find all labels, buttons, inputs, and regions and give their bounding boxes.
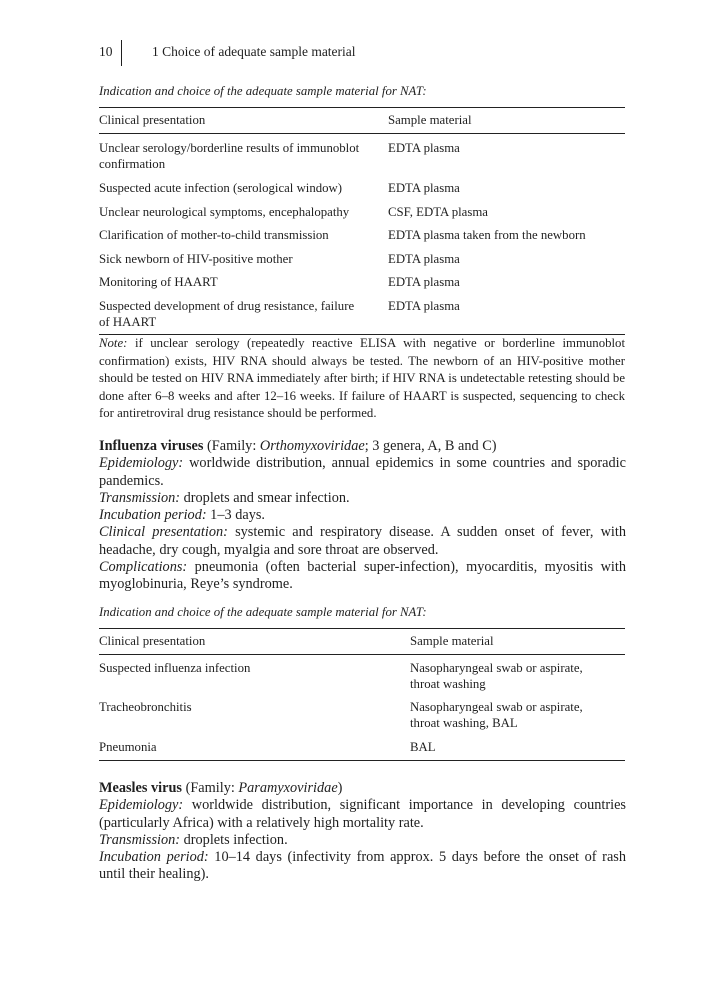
column-header-sample: Sample material: [388, 108, 625, 134]
column-header-sample: Sample material: [410, 629, 625, 655]
table-row: [99, 227, 625, 251]
column-header-clinical: Clinical presentation: [99, 629, 410, 655]
virus-name: Measles virus: [99, 780, 182, 796]
cell-sample: EDTA plasma: [388, 141, 460, 155]
table-row: [99, 699, 625, 739]
cell-sample: EDTA plasma taken from the newborn: [388, 228, 586, 242]
column-header-clinical: Clinical presentation: [99, 108, 388, 134]
influenza-incubation: Incubation period: 1–3 days.: [99, 507, 265, 524]
virus-family: Paramyxoviridae: [238, 780, 338, 796]
virus-name: Influenza viruses: [99, 438, 204, 454]
table-row: [99, 251, 625, 275]
table-row: [99, 655, 625, 700]
header-divider: [121, 40, 122, 66]
cell-clinical: Suspected acute infection (serological window): [99, 181, 343, 195]
table-2: [99, 628, 625, 761]
measles-transmission: Transmission: droplets infection.: [99, 831, 288, 848]
cell-sample: Nasopharyngeal swab or aspirate, throat washing: [410, 661, 583, 691]
virus-family: Orthomyxoviridae: [259, 438, 365, 454]
influenza-section: [99, 438, 626, 594]
measles-heading: Measles virus (Family: Paramyxoviridae): [99, 780, 343, 796]
table-2-caption: Indication and choice of the adequate sample material for NAT:: [99, 605, 427, 619]
table-header-row: [99, 629, 625, 655]
cell-clinical: Suspected influenza infection: [99, 661, 251, 675]
table-row: [99, 739, 625, 761]
page-number: 10: [99, 44, 113, 59]
table-row: [99, 134, 625, 181]
cell-sample: EDTA plasma: [388, 275, 460, 289]
cell-clinical: Pneumonia: [99, 739, 410, 761]
chapter-title: 1 Choice of adequate sample material: [152, 44, 356, 59]
cell-clinical: Suspected development of drug resistance, failure of HAART: [99, 298, 388, 335]
table-row: [99, 204, 625, 228]
table-1-note: [99, 335, 625, 423]
influenza-epidemiology: Epidemiology: worldwide distribution, annual epidemics in some countries and sporadic pandemics.: [99, 455, 626, 489]
note-label: Note:: [99, 336, 128, 350]
measles-section: [99, 780, 626, 884]
influenza-transmission: Transmission: droplets and smear infection.: [99, 489, 350, 506]
cell-sample: EDTA plasma: [388, 181, 460, 195]
note-text: if unclear serology (repeatedly reactive ELISA with negative or borderline immunoblot confirmation) exists, HIV RNA should always be tested. The newborn of an HIV-positive mother should be tested on HIV RNA immediately after birth; if HIV RNA is undetectable retesting should be done after 6–8 weeks and after 12–16 weeks. If failure of HAART is suspected, sequencing to check for antiretroviral drug resistance should be performed.: [99, 336, 626, 420]
cell-clinical: Unclear neurological symptoms, encephalopathy: [99, 204, 350, 219]
cell-sample: BAL: [410, 739, 625, 761]
table-1-caption: Indication and choice of the adequate sample material for NAT:: [99, 84, 427, 98]
cell-sample: CSF, EDTA plasma: [388, 204, 488, 219]
table-row: [99, 298, 625, 335]
cell-sample: EDTA plasma: [388, 298, 625, 335]
measles-epidemiology: Epidemiology: worldwide distribution, significant importance in developing countries (particularly Africa) with a relatively high mortality rate.: [99, 797, 626, 831]
cell-clinical: Clarification of mother-to-child transmission: [99, 228, 329, 242]
cell-clinical: Monitoring of HAART: [99, 275, 218, 289]
influenza-heading: Influenza viruses (Family: Orthomyxoviridae; 3 genera, A, B and C): [99, 438, 497, 454]
influenza-complications: Complications: pneumonia (often bacterial super-infection), myocarditis, myositis with myoglobinuria, Reye’s syndrome.: [99, 559, 626, 593]
table-header-row: [99, 108, 625, 134]
table-1: [99, 107, 625, 335]
measles-incubation: Incubation period: 10–14 days (infectivity from approx. 5 days before the onset of rash until their healing).: [99, 849, 626, 883]
cell-sample: Nasopharyngeal swab or aspirate, throat washing, BAL: [410, 700, 583, 730]
cell-sample: EDTA plasma: [388, 251, 460, 266]
table-row: [99, 274, 625, 298]
cell-clinical: Unclear serology/borderline results of immunoblot confirmation: [99, 141, 360, 171]
cell-clinical: Tracheobronchitis: [99, 700, 192, 714]
table-row: [99, 180, 625, 204]
influenza-clinical: Clinical presentation: systemic and respiratory disease. A sudden onset of fever, with headache, dry cough, myalgia and sore throat are observed.: [99, 524, 626, 558]
cell-clinical: Sick newborn of HIV-positive mother: [99, 251, 293, 266]
